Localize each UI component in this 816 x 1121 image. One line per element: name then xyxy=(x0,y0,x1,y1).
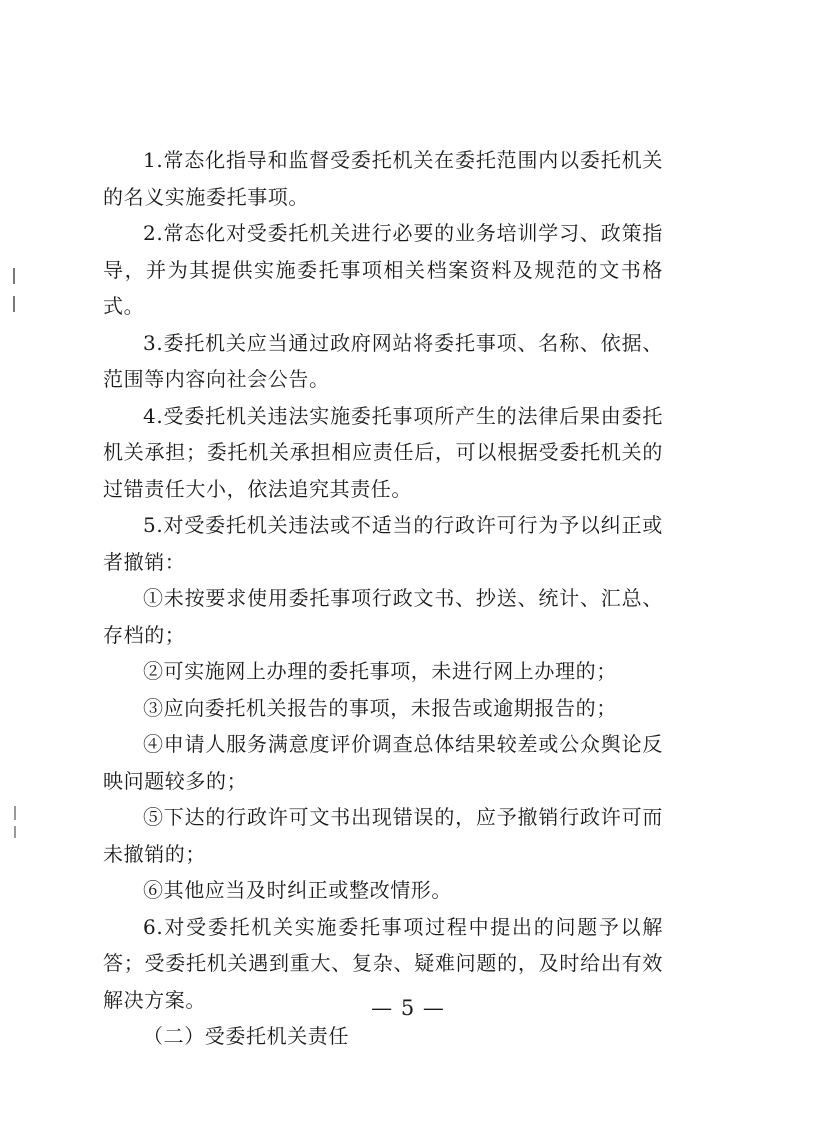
sub-item-4: ④申请人服务满意度评价调查总体结果较差或公众舆论反映问题较多的； xyxy=(103,732,663,793)
scan-margin-mark xyxy=(13,296,15,312)
sub-item-5: ⑤下达的行政许可文书出现错误的，应予撤销行政许可而未撤销的； xyxy=(103,805,663,866)
document-body xyxy=(103,142,663,1055)
sub-item-3: ③应向委托机关报告的事项，未报告或逾期报告的； xyxy=(143,695,617,720)
paragraph-item-5: 5.对受委托机关违法或不适当的行政许可行为予以纠正或者撤销： xyxy=(103,513,663,574)
sub-item-6: ⑥其他应当及时纠正或整改情形。 xyxy=(143,878,452,902)
scan-margin-mark xyxy=(14,806,16,820)
sub-item-2: ②可实施网上办理的委托事项，未进行网上办理的； xyxy=(143,659,617,683)
scan-margin-mark xyxy=(13,268,15,284)
section-heading: （二）受委托机关责任 xyxy=(143,1024,349,1048)
paragraph-item-3: 3.委托机关应当通过政府网站将委托事项、名称、依据、范围等内容向社会公告。 xyxy=(103,330,663,391)
paragraph-item-2: 2.常态化对受委托机关进行必要的业务培训学习、政策指导，并为其提供实施委托事项相关档案资料及规范的文书格式。 xyxy=(103,221,663,318)
page-number: — 5 — xyxy=(371,996,445,1020)
paragraph-item-6: 6.对受委托机关实施委托事项过程中提出的问题予以解答；受委托机关遇到重大、复杂、疑难问题的，及时给出有效解决方案。 xyxy=(103,914,663,1012)
paragraph-item-4: 4.受委托机关违法实施委托事项所产生的法律后果由委托机关承担；委托机关承担相应责任后，可以根据受委托机关的过错责任大小，依法追究其责任。 xyxy=(103,403,663,501)
sub-item-1: ①未按要求使用委托事项行政文书、抄送、统计、汇总、存档的； xyxy=(103,586,663,647)
scan-margin-mark xyxy=(14,826,16,838)
paragraph-item-1: 1.常态化指导和监督受委托机关在委托范围内以委托机关的名义实施委托事项。 xyxy=(103,148,663,209)
